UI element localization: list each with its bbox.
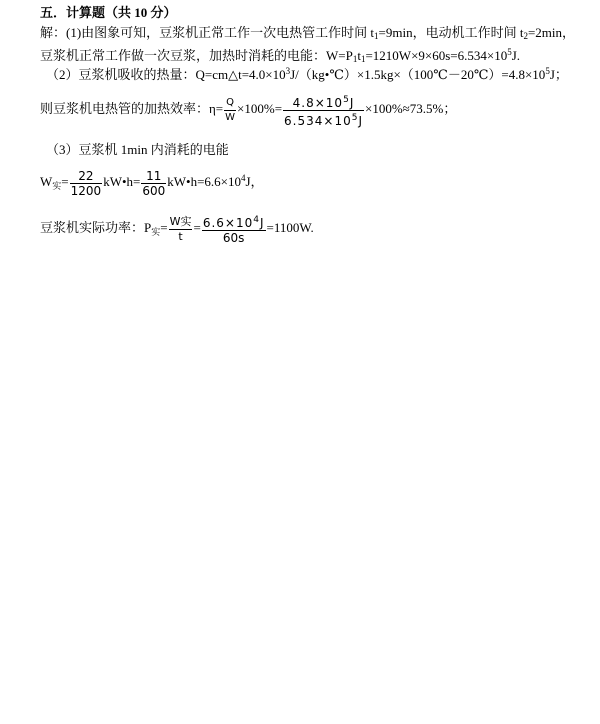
line2-sup: 5 — [507, 47, 512, 57]
line1-mid: =9min，电动机工作时间 t — [378, 25, 524, 40]
power-eq2: = — [193, 220, 201, 235]
solution-line-1 — [40, 25, 575, 44]
frac-denominator — [283, 111, 364, 128]
section-title — [40, 5, 177, 21]
line1-suffix: =2min， — [527, 25, 576, 40]
energy-frac2-den: 600 — [142, 183, 166, 198]
efficiency-fraction-values — [283, 93, 364, 128]
energy-sup: 4 — [240, 173, 246, 183]
line2-prefix: 豆浆机正常工作做一次豆浆，加热时消耗的电能：W=P — [40, 48, 353, 63]
part2-mid: J/（kg•℃）×1.5kg×（100℃－20℃）=4.8×10 — [290, 67, 546, 82]
line1-prefix: 解：(1)由图象可知，豆浆机正常工作一次电热管工作时间 t — [40, 25, 375, 40]
part3-line — [46, 142, 229, 158]
line2-mid: =1210W×9×60s=6.534×10 — [365, 48, 508, 63]
frac-numerator — [283, 93, 364, 111]
power-fraction-1 — [169, 215, 193, 244]
energy-w: W — [40, 174, 53, 189]
energy-mid: kW•h= — [103, 174, 141, 189]
energy-sub: 实 — [52, 181, 62, 191]
part2-prefix: （2）豆浆机吸收的热量：Q=cm△t=4.0×10 — [46, 67, 286, 82]
line1-sub1: 1 — [374, 31, 379, 41]
part2-suffix: J； — [549, 67, 568, 82]
power-frac1-sub: 实 — [180, 214, 192, 228]
energy-line — [40, 159, 264, 205]
power-frac1-num — [169, 215, 193, 230]
energy-frac1-den: 1200 — [70, 183, 102, 198]
line2-sub1: 1 — [352, 54, 358, 64]
numerator-sup: 5 — [343, 94, 350, 105]
power-line — [40, 209, 314, 251]
power-frac1-den: t — [178, 229, 183, 243]
efficiency-line — [40, 90, 456, 128]
line1-sub2: 2 — [523, 31, 528, 41]
power-frac2-num-sup: 4 — [253, 215, 260, 226]
power-frac1-w: W — [169, 214, 181, 228]
denominator-b: J — [358, 113, 363, 128]
power-frac2-den: 60s — [222, 231, 245, 246]
numerator-b: J — [349, 95, 355, 110]
energy-eq: = — [61, 174, 69, 189]
part2-sup1: 3 — [285, 66, 291, 76]
numerator-a: 4.8×10 — [292, 95, 344, 110]
power-fraction-2 — [202, 213, 266, 245]
line2-t: t — [357, 48, 361, 63]
frac-w: W — [225, 111, 236, 123]
energy-suffix-a: kW•h=6.6×10 — [167, 174, 241, 189]
denominator-sup: 5 — [351, 112, 359, 123]
part3-label: （3）豆浆机 1min 内消耗的电能 — [46, 142, 229, 157]
part2-sup2: 5 — [545, 66, 550, 76]
energy-frac2-num: 11 — [141, 169, 166, 184]
power-frac2-num-b: J — [259, 216, 265, 231]
frac-q: Q — [224, 96, 236, 111]
line2-sub2: 1 — [360, 54, 366, 64]
line2-suffix: J. — [511, 48, 521, 63]
energy-frac1-num: 22 — [70, 169, 103, 184]
section-title-text: 五．计算题（共 10 分） — [40, 5, 177, 20]
power-prefix: 豆浆机实际功率：P — [40, 220, 152, 235]
power-frac2-num — [202, 213, 266, 231]
energy-fraction-1 — [70, 169, 103, 198]
power-sub: 实 — [151, 227, 161, 237]
power-eq: = — [160, 220, 168, 235]
power-suffix: =1100W. — [266, 220, 314, 235]
denominator-a: 6.534×10 — [284, 113, 352, 128]
efficiency-prefix: 则豆浆机电热管的加热效率：η= — [40, 101, 224, 116]
efficiency-mid: ×100%= — [237, 101, 283, 116]
efficiency-suffix: ×100%≈73.5%； — [365, 101, 457, 116]
efficiency-fraction-q-w — [224, 96, 236, 125]
energy-suffix-b: J， — [245, 174, 264, 189]
energy-fraction-2 — [141, 169, 166, 198]
power-frac2-num-a: 6.6×10 — [202, 216, 254, 231]
part2-line — [46, 63, 568, 83]
